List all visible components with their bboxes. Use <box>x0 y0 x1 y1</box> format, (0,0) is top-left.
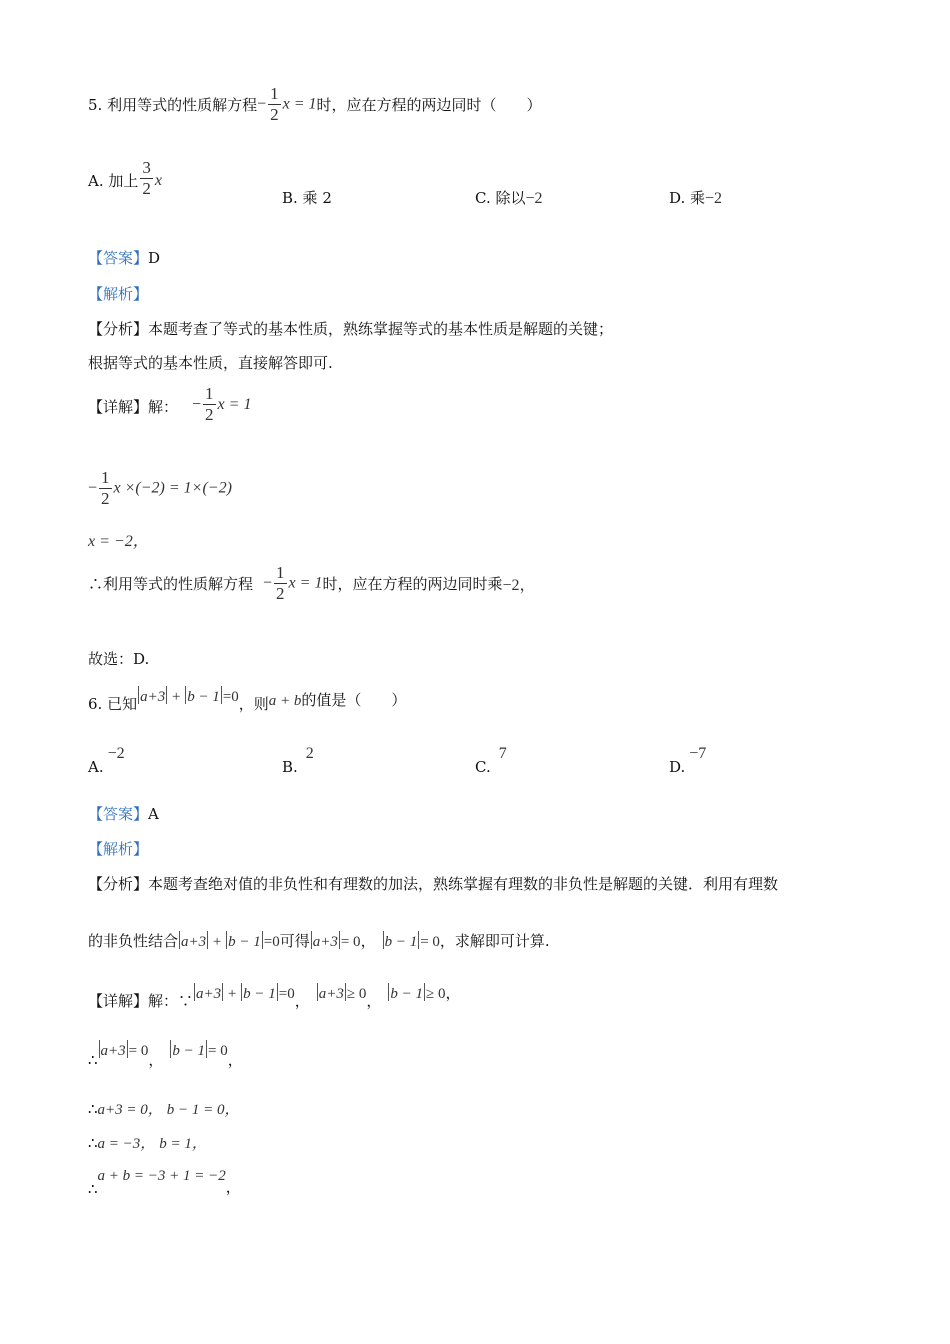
q6-l2-abs1: a+3 <box>181 934 207 950</box>
q5-step2-fraction <box>99 468 112 509</box>
q5-minus: − <box>257 95 267 113</box>
q6-ab: a + b <box>268 693 302 709</box>
q6-fenxi-tag: 【分析】 <box>88 875 149 893</box>
q5-step2 <box>88 468 232 509</box>
q5-conclusion-fraction <box>274 563 287 604</box>
q5-frac-den: 2 <box>270 105 279 124</box>
q6-abs2: b − 1 <box>187 689 220 705</box>
q5-option-c-label: C. 除以 <box>475 189 526 207</box>
q6-therefore-2: ∴ <box>88 1100 98 1118</box>
q6-abs-bar <box>221 686 222 704</box>
q6-d-abs3: a+3 <box>318 986 344 1002</box>
q6-abs-bar <box>194 983 195 1001</box>
q6-abs-bar <box>99 1040 100 1058</box>
q6-abs-bar <box>383 931 384 949</box>
q6-option-a-val: −2 <box>107 745 125 762</box>
q6-l2-abs3: a+3 <box>312 934 338 950</box>
q5-step2-num: 1 <box>101 468 110 487</box>
q6-fenxi-line2-prefix: 的非负性结合 <box>88 932 179 950</box>
q5-option-d-val: −2 <box>705 190 723 207</box>
q6-stem-prefix: 6. 已知 <box>88 695 138 713</box>
q6-step-d-comma: ， <box>225 1178 241 1196</box>
q6-abs-bar <box>138 686 139 704</box>
q6-step-d-text: a + b = −3 + 1 = −2 <box>97 1168 226 1184</box>
q6-answer-tag: 【答案】 <box>88 805 149 823</box>
q6-option-b-label: B. <box>282 758 298 776</box>
q6-detail: 【详解】解：∵ a+3 + b − 1 =0， a+3 ≥ 0， b − 1 ≥ 0， <box>88 984 461 1010</box>
q6-l2-abs2: b − 1 <box>228 934 261 950</box>
q6-stem: 6. 已知 a+3 + b − 1 =0，则a + b的值是（ ） <box>88 686 406 714</box>
q6-abs-bar <box>206 1040 207 1058</box>
q5-option-b: B. 乘 2 <box>282 189 332 207</box>
q5-analysis-tag: 【解析】 <box>88 285 149 303</box>
q5-detail-tag: 【详解】解： <box>88 398 179 416</box>
q5-answer <box>88 247 160 268</box>
q6-s1-comma: ， <box>148 1051 164 1069</box>
q6-stem-mid: ，则 <box>238 695 269 713</box>
q6-fenxi-text: 本题考查绝对值的非负性和有理数的加法，熟练掌握有理数的非负性是解题的关键．利用有理数 <box>148 875 779 893</box>
q6-d-comma3: ， <box>445 984 461 1002</box>
q5-conclusion-den: 2 <box>276 584 285 603</box>
q5-eq-rest: x = 1 <box>282 95 317 113</box>
q5-option-d <box>669 187 722 208</box>
q6-abs-bar <box>339 931 340 949</box>
q5-step2-rest: x ×(−2) = 1×(−2) <box>113 479 232 497</box>
q6-therefore-4: ∴ <box>88 1180 98 1198</box>
q5-conclusion-suffix: 时，应在方程的两边同时乘 <box>322 575 503 593</box>
q5-option-a-den: 2 <box>142 179 151 198</box>
q5-stem-suffix: 时，应在方程的两边同时（ ） <box>316 96 542 114</box>
q6-d-eq: =0 <box>278 986 295 1002</box>
q5-step2-den: 2 <box>101 489 110 508</box>
q6-d-ge1: ≥ 0 <box>346 986 367 1002</box>
q6-l2-eq: =0 <box>263 934 280 950</box>
q5-option-a-num: 3 <box>142 158 151 177</box>
q5-fenxi-text: 本题考查了等式的基本性质，熟练掌握等式的基本性质是解题的关键； <box>148 320 614 338</box>
q6-step-d <box>88 1166 241 1198</box>
q6-fenxi-line2-mid: 可得 <box>279 932 310 950</box>
q6-step-b-text: b − 1 = 0， <box>166 1102 240 1118</box>
q6-option-d <box>669 744 706 776</box>
q5-detail-minus: − <box>192 396 202 413</box>
q6-abs-bar <box>311 931 312 949</box>
q6-step-c2: b = 1， <box>159 1136 207 1152</box>
q6-l2-comma: ， <box>360 932 376 950</box>
q6-l2-eq0a: = 0 <box>340 934 361 950</box>
q5-answer-value: D <box>148 249 161 267</box>
q6-step-abs <box>88 1040 243 1070</box>
q5-conclusion-eq: x = 1 <box>288 574 323 592</box>
q5-step3 <box>88 528 149 551</box>
q5-answer-tag: 【答案】 <box>88 249 149 267</box>
q6-option-c-label: C. <box>475 758 491 776</box>
q5-option-c-val: −2 <box>525 190 543 207</box>
q6-d-ge2: ≥ 0 <box>425 986 446 1002</box>
q5-option-a-label: A. 加上 <box>88 172 139 190</box>
q5-conclusion <box>88 563 536 604</box>
q6-step-a: a+3 = 0， <box>97 1102 163 1118</box>
q5-detail-num: 1 <box>205 384 214 403</box>
q6-d-comma2: ， <box>366 992 382 1010</box>
q5-conclusion-prefix: ∴利用等式的性质解方程 <box>88 575 254 593</box>
q6-s1-eq0b: = 0 <box>208 1043 228 1059</box>
q5-option-c <box>475 187 543 208</box>
q5-stem <box>88 84 542 125</box>
q6-step-c <box>88 1132 207 1153</box>
q5-conclusion-num: 1 <box>276 563 285 582</box>
q6-therefore-3: ∴ <box>88 1134 98 1152</box>
q6-option-d-label: D. <box>669 758 686 776</box>
q6-option-b-val: 2 <box>305 745 314 762</box>
q6-detail-tag: 【详解】解：∵ <box>88 992 194 1010</box>
q6-answer-value: A <box>148 805 159 823</box>
q6-s1-abs2: b − 1 <box>172 1043 206 1059</box>
q5-option-d-label: D. 乘 <box>669 189 706 207</box>
q5-detail <box>88 384 251 425</box>
q6-fenxi-line2: 的非负性结合 a+3 + b − 1 =0可得 a+3 = 0， b − 1 = 0，求解即可计算. <box>88 932 550 950</box>
q6-step-b <box>88 1098 240 1119</box>
q5-option-a <box>88 158 162 199</box>
q6-abs-bar <box>317 983 318 1001</box>
q6-abs-bar <box>179 931 180 949</box>
q6-s1-comma2: ， <box>227 1051 243 1069</box>
q5-conclusion-val: −2， <box>502 577 536 594</box>
q6-abs1: a+3 <box>140 689 166 705</box>
q5-frac-num: 1 <box>270 84 279 103</box>
q6-l2-abs4: b − 1 <box>384 934 418 950</box>
q5-option-a-var: x <box>154 172 162 189</box>
q5-step2-minus: − <box>88 479 98 497</box>
q6-answer <box>88 803 159 824</box>
q6-abs-bar <box>226 931 227 949</box>
q6-option-c-val: 7 <box>498 745 507 762</box>
q6-abs-bar <box>222 983 223 1001</box>
q6-abs-bar <box>262 931 263 949</box>
q6-therefore-1: ∴ <box>88 1051 98 1069</box>
q6-fenxi <box>88 873 778 894</box>
q5-stem-prefix: 5. 利用等式的性质解方程 <box>88 96 258 114</box>
q5-detail-eq: x = 1 <box>217 396 252 413</box>
q6-analysis-tag: 【解析】 <box>88 840 149 858</box>
q5-option-a-fraction <box>140 158 153 199</box>
q6-stem-suffix: 的值是（ ） <box>301 691 407 709</box>
q6-d-abs4: b − 1 <box>390 986 423 1002</box>
q5-fenxi <box>88 318 613 339</box>
q6-abs-bar <box>127 1040 128 1058</box>
q5-fraction <box>268 84 281 125</box>
q6-abs-bar <box>424 983 425 1001</box>
q6-d-abs1: a+3 <box>196 986 222 1002</box>
q5-step3-eq: x = −2， <box>88 533 149 550</box>
q6-l2-eq0b: = 0 <box>420 934 440 950</box>
q5-choice: 故选：D. <box>88 650 150 668</box>
q6-d-comma1: ， <box>294 992 310 1010</box>
q6-option-a <box>88 744 125 776</box>
q6-s1-eq0a: = 0 <box>128 1043 149 1059</box>
q6-abs-bar <box>345 983 346 1001</box>
q6-abs-bar <box>241 983 242 1001</box>
q6-fenxi-line2-suffix: ，求解即可计算. <box>439 932 550 950</box>
q5-detail-den: 2 <box>205 405 214 424</box>
q6-s1-abs1: a+3 <box>100 1043 126 1059</box>
q6-abs-bar <box>277 983 278 1001</box>
q5-fenxi-line2: 根据等式的基本性质，直接解答即可. <box>88 354 333 372</box>
q6-option-a-label: A. <box>88 758 104 776</box>
q5-fenxi-tag: 【分析】 <box>88 320 149 338</box>
q6-option-d-val: −7 <box>689 745 707 762</box>
q6-d-abs2: b − 1 <box>243 986 276 1002</box>
q5-conclusion-minus: − <box>263 574 273 592</box>
q6-option-b <box>282 744 314 776</box>
q6-option-c <box>475 744 507 776</box>
q6-abs-bar <box>207 931 208 949</box>
q6-step-c1: a = −3， <box>97 1136 156 1152</box>
q5-detail-fraction <box>203 384 216 425</box>
q6-stem-eq: =0 <box>222 689 239 705</box>
